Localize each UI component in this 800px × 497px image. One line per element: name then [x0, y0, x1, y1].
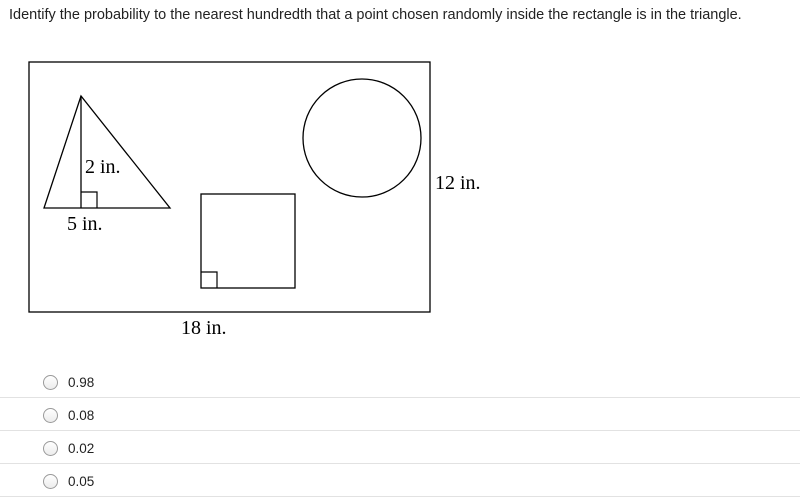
choice-label: 0.98 — [68, 375, 95, 390]
radio-button[interactable] — [43, 474, 58, 489]
triangle-base-label: 5 in. — [67, 213, 103, 235]
circle — [303, 79, 421, 197]
choice-label: 0.05 — [68, 474, 95, 489]
square-right-angle-marker — [201, 272, 217, 288]
answer-choice[interactable] — [0, 431, 800, 464]
triangle — [44, 96, 170, 208]
answer-choice[interactable] — [0, 398, 800, 431]
answer-choices — [0, 365, 800, 497]
triangle-right-angle-marker — [81, 192, 97, 208]
radio-button[interactable] — [43, 441, 58, 456]
answer-choice[interactable] — [0, 365, 800, 398]
rectangle-width-label: 18 in. — [181, 317, 227, 339]
rectangle-height-label: 12 in. — [435, 172, 481, 194]
radio-button[interactable] — [43, 375, 58, 390]
answer-choice[interactable] — [0, 464, 800, 497]
choice-label: 0.02 — [68, 441, 95, 456]
question-text: Identify the probability to the nearest hundredth that a point chosen randomly inside the rectangle is in the triangle. — [9, 7, 742, 23]
triangle-height-label: 2 in. — [85, 156, 121, 178]
choice-label: 0.08 — [68, 408, 95, 423]
square — [201, 194, 295, 288]
outer-rectangle — [29, 62, 430, 312]
radio-button[interactable] — [43, 408, 58, 423]
